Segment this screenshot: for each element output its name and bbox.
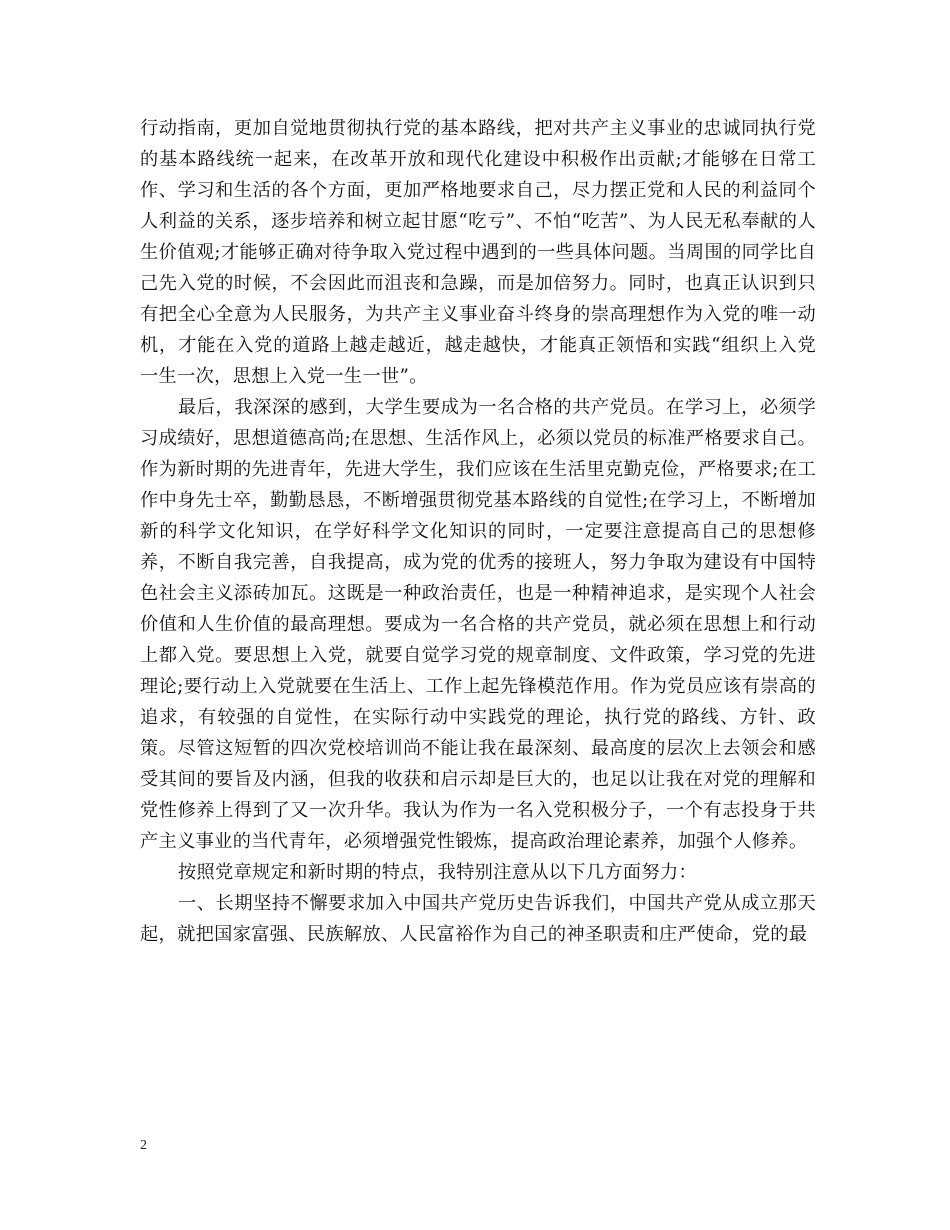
page-number: 2	[140, 1138, 147, 1153]
paragraph-conclusion: 最后，我深深的感到，大学生要成为一名合格的共产党员。在学习上，必须学习成绩好，思想道德高尚;在思想、生活作风上，必须以党员的标准严格要求自己。作为新时期的先进青年，先进大学生，我们应该在生活里克勤克俭，严格要求;在工作中身先士卒，勤勤恳恳，不断增强贯彻党基本路线的自觉性;在学习上，不断增加新的科学文化知识，在学好科学文化知识的同时，一定要注意提高自己的思想修养，不断自我完善，自我提高，成为党的优秀的接班人，努力争取为建设有中国特色社会主义添砖加瓦。这既是一种政治责任，也是一种精神追求，是实现个人社会价值和人生价值的最高理想。要成为一名合格的共产党员，就必须在思想上和行动上都入党。要思想上入党，就要自觉学习党的规章制度、文件政策，学习党的先进理论;要行动上入党就要在生活上、工作上起先锋模范作用。作为党员应该有崇高的追求，有较强的自觉性，在实际行动中实践党的理论，执行党的路线、方针、政策。尽管这短暂的四次党校培训尚不能让我在最深刻、最高度的层次上去领会和感受其间的要旨及内涵，但我的收获和启示却是巨大的，也足以让我在对党的理解和党性修养上得到了又一次升华。我认为作为一名入党积极分子，一个有志投身于共产主义事业的当代青年，必须增强党性锻炼，提高政治理论素养，加强个人修养。	[140, 397, 816, 852]
document-body	[140, 113, 816, 950]
paragraph-point-one: 一、长期坚持不懈要求加入中国共产党历史告诉我们，中国共产党从成立那天起，就把国家富强、民族解放、人民富裕作为自己的神圣职责和庄严使命，党的最	[140, 893, 816, 945]
paragraph-continuation: 行动指南，更加自觉地贯彻执行党的基本路线，把对共产主义事业的忠诚同执行党的基本路线统一起来，在改革开放和现代化建设中积极作出贡献;才能够在日常工作、学习和生活的各个方面，更加严格地要求自己，尽力摆正党和人民的利益同个人利益的关系，逐步培养和树立起甘愿“吃亏”、不怕“吃苦”、为人民无私奉献的人生价值观;才能够正确对待争取入党过程中遇到的一些具体问题。当周围的同学比自己先入党的时候，不会因此而沮丧和急躁，而是加倍努力。同时，也真正认识到只有把全心全意为人民服务，为共产主义事业奋斗终身的崇高理想作为入党的唯一动机，才能在入党的道路上越走越近，越走越快，才能真正领悟和实践“组织上入党一生一次，思想上入党一生一世”。	[140, 118, 816, 387]
paragraph-efforts-intro: 按照党章规定和新时期的特点，我特别注意从以下几方面努力：	[178, 862, 698, 883]
